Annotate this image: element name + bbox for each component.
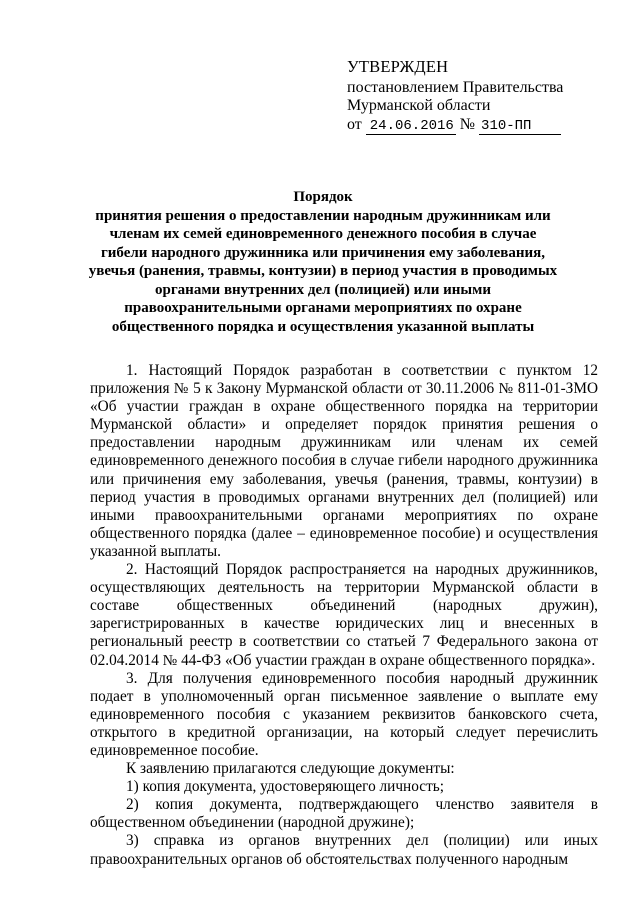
document-title	[88, 188, 558, 336]
approval-line-1: постановлением Правительства	[347, 79, 564, 96]
paragraph-1: 1. Настоящий Порядок разработан в соответствии с пунктом 12 приложения № 5 к Закону Мурманской области от 30.11.2006 № 811-01-ЗМО «Об участии граждан в охране общественного порядка на территории Мурманской области» и определяет порядок принятия решения о предоставлении народным дружинникам или членам их семей единовременного денежного пособия в случае гибели народного дружинника или причинения ему заболевания, увечья (ранения, травмы, контузии) в период участия в проводимых органами внутренних дел (полицией) или иными правоохранительными органами мероприятиях по охране общественного порядка (далее – единовременное пособие) и осуществления указанной выплаты.	[90, 362, 598, 560]
approval-line-2: Мурманской области	[347, 97, 491, 114]
approval-stamp	[347, 58, 597, 135]
title-heading: Порядок	[293, 189, 353, 205]
date-prefix: от	[347, 116, 362, 133]
list-item-3: 3) справка из органов внутренних дел (полиции) или иных правоохранительных органов об обстоятельствах полученного народным	[90, 832, 598, 868]
paragraph-documents-intro: К заявлению прилагаются следующие документы:	[126, 760, 455, 778]
number-prefix: №	[459, 116, 476, 133]
title-text: принятия решения о предоставлении народным дружинникам или членам их семей единовременного денежного пособия в случае гибели народного дружинника или причинения ему заболевания, увечья (ранения, травмы, контузии) в период участия в проводимых органами внутренних дел (полицией) или иными правоохранительными органами мероприятиях по охране общественного порядка и осуществления указанной выплаты	[88, 207, 558, 335]
list-item-1: 1) копия документа, удостоверяющего личность;	[126, 778, 444, 796]
approval-heading: УТВЕРЖДЕН	[347, 57, 449, 76]
document-body	[90, 362, 598, 869]
approval-date: 24.06.2016	[366, 119, 456, 135]
approval-date-line	[347, 116, 597, 135]
paragraph-3: 3. Для получения единовременного пособия народный дружинник подает в уполномоченный орган письменное заявление о выплате ему единовременного пособия с указанием реквизитов банковского счета, открытого в кредитной организации, на который следует перечислить единовременное пособие.	[90, 669, 598, 759]
paragraph-2: 2. Настоящий Порядок распространяется на народных дружинников, осуществляющих деятельность на территории Мурманской области в составе общественных объединений (народных дружин), зарегистрированных в качестве юридических лиц и внесенных в региональный реестр в соответствии со статьей 7 Федерального закона от 02.04.2014 № 44-ФЗ «Об участии граждан в охране общественного порядка».	[90, 561, 598, 669]
approval-number: 310-ПП	[479, 119, 561, 135]
list-item-2: 2) копия документа, подтверждающего членство заявителя в общественном объединении (народной дружине);	[90, 796, 598, 832]
